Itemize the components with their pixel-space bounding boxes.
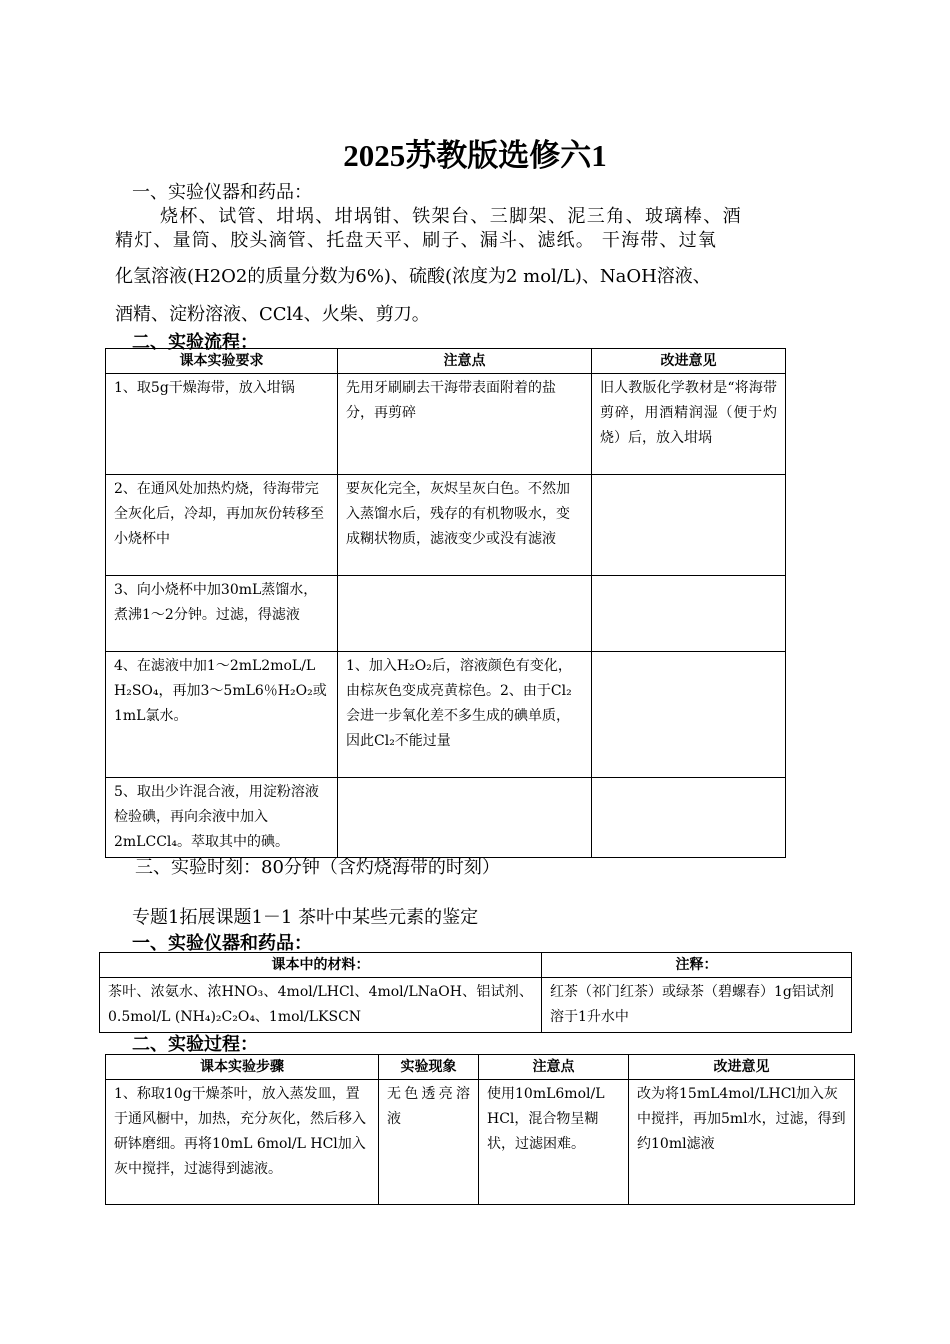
table-row — [106, 1080, 855, 1205]
table-header: 课本实验步骤 — [106, 1055, 379, 1080]
table-cell: 1、取5g干燥海带，放入坩锅 — [106, 374, 338, 475]
table-cell — [592, 576, 786, 652]
table-row — [106, 374, 786, 475]
section1-line4: 酒精、淀粉溶液、CCl4、火柴、剪刀。 — [115, 304, 430, 325]
table-header-row — [100, 953, 852, 978]
table-cell — [592, 475, 786, 576]
table-cell: 1、加入H₂O₂后，溶液颜色有变化，由棕灰色变成亮黄棕色。2、由于Cl₂会进一步氧化差不多生成的碘单质，因此Cl₂不能过量 — [338, 652, 592, 778]
table-cell: 使用10mL6mol/L HCl，混合物呈糊状，过滤困难。 — [479, 1080, 629, 1205]
experiment-flow-table — [105, 348, 786, 858]
table-cell: 5、取出少许混合液，用淀粉溶液检验碘，再向余液中加入2mLCCl₄。萃取其中的碘。 — [106, 778, 338, 858]
table-cell: 旧人教版化学教材是“将海带剪碎，用酒精润湿（便于灼烧）后，放入坩埚 — [592, 374, 786, 475]
table-row — [106, 778, 786, 858]
topic-title: 专题1拓展课题1－1 茶叶中某些元素的鉴定 — [132, 907, 479, 928]
table-cell — [592, 778, 786, 858]
table-header: 实验现象 — [379, 1055, 479, 1080]
table-cell — [592, 652, 786, 778]
topic-section2-heading: 二、实验过程： — [132, 1034, 258, 1055]
section1-line3: 化氢溶液(H2O2的质量分数为6%)、硫酸(浓度为2 mol/L)、NaOH溶液、 — [115, 266, 711, 287]
table-cell: 4、在滤液中加1～2mL2moL/L H₂SO₄，再加3～5mL6％H₂O₂或1mL氯水。 — [106, 652, 338, 778]
table-header: 注释： — [542, 953, 852, 978]
table-header: 改进意见 — [629, 1055, 855, 1080]
table-row — [106, 652, 786, 778]
table-header: 注意点 — [338, 349, 592, 374]
section3-text: 三、实验时刻：80分钟（含灼烧海带的时刻） — [135, 857, 500, 878]
table-cell — [338, 576, 592, 652]
table-header: 课本实验要求 — [106, 349, 338, 374]
document-title: 2025苏教版选修六1 — [343, 138, 607, 173]
table-cell: 3、向小烧杯中加30mL蒸馏水，煮沸1～2分钟。过滤，得滤液 — [106, 576, 338, 652]
table-header-row — [106, 349, 786, 374]
table-cell: 2、在通风处加热灼烧，待海带完全灰化后，冷却，再加灰份转移至小烧杯中 — [106, 475, 338, 576]
section1-line1: 烧杯、试管、坩埚、坩埚钳、铁架台、三脚架、泥三角、玻璃棒、酒 — [160, 206, 742, 227]
table-header-row — [106, 1055, 855, 1080]
table-row — [106, 576, 786, 652]
table-cell: 先用牙刷刷去干海带表面附着的盐分，再剪碎 — [338, 374, 592, 475]
topic-section1-heading: 一、实验仪器和药品： — [132, 933, 312, 954]
materials-table — [99, 952, 852, 1033]
table-cell: 红茶（祁门红茶）或绿茶（碧螺春）1g铝试剂溶于1升水中 — [542, 978, 852, 1033]
table-cell — [338, 778, 592, 858]
section1-line2: 精灯、量筒、胶头滴管、托盘天平、刷子、漏斗、滤纸。 干海带、过氧 — [115, 230, 718, 251]
table-header: 课本中的材料： — [100, 953, 542, 978]
table-cell: 茶叶、浓氨水、浓HNO₃、4mol/LHCl、4mol/LNaOH、铝试剂、0.5mol/L (NH₄)₂C₂O₄、1mol/LKSCN — [100, 978, 542, 1033]
table-cell: 1、称取10g干燥茶叶，放入蒸发皿，置于通风橱中，加热，充分灰化，然后移入研钵磨细。再将10mL 6mol/L HCl加入灰中搅拌，过滤得到滤液。 — [106, 1080, 379, 1205]
table-header: 改进意见 — [592, 349, 786, 374]
table-cell: 无色透亮溶液 — [379, 1080, 479, 1205]
table-row — [100, 978, 852, 1033]
table-row — [106, 475, 786, 576]
table-cell: 改为将15mL4mol/LHCl加入灰中搅拌，再加5ml水，过滤，得到约10ml滤液 — [629, 1080, 855, 1205]
table-header: 注意点 — [479, 1055, 629, 1080]
section2-heading: 二、实验流程： — [132, 332, 258, 353]
experiment-process-table — [105, 1054, 855, 1205]
table-cell: 要灰化完全，灰烬呈灰白色。不然加入蒸馏水后，残存的有机物吸水，变成糊状物质，滤液变少或没有滤液 — [338, 475, 592, 576]
section1-heading: 一、实验仪器和药品： — [132, 182, 312, 203]
